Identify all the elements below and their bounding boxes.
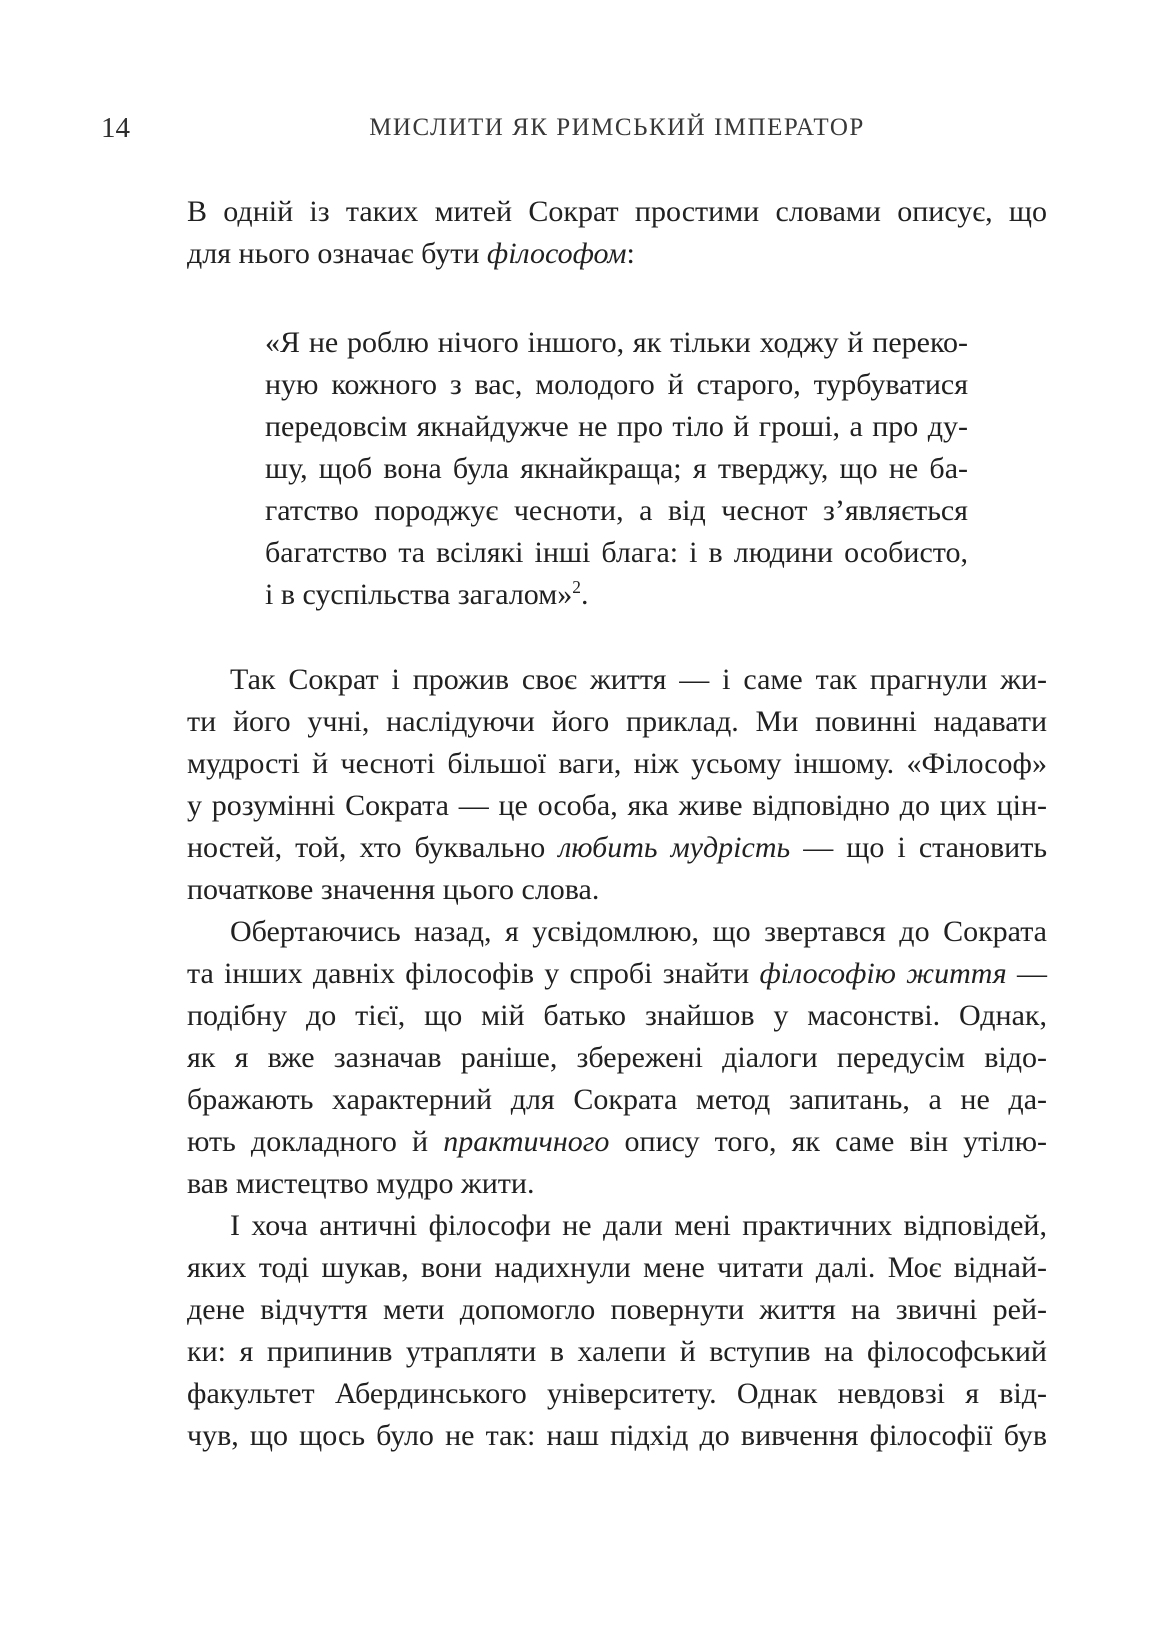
text-segment: подібну до тієї, що мій батько знайшов у масонстві. Однак,: [187, 999, 1047, 1032]
text-segment: для нього означає бути: [187, 237, 487, 270]
text-line: [187, 869, 1047, 911]
text-segment: факультет Абердинського університету. Однак невдовзі я від-: [187, 1377, 1047, 1410]
text-line: [187, 1037, 1047, 1079]
text-line: [187, 1163, 1047, 1205]
body-paragraph: [187, 659, 1047, 911]
text-segment: мудрості й чесноті більшої ваги, ніж усьому іншому. «Філософ»: [187, 747, 1047, 780]
page-number: 14: [101, 112, 130, 144]
text-segment: як я вже зазначав раніше, збережені діалоги передусім відо-: [187, 1041, 1047, 1074]
text-segment: В одній із таких митей Сократ простими словами описує, що: [187, 195, 1047, 228]
text-segment: гатство породжує чесноти, а від чеснот з’являється: [265, 494, 968, 527]
text-line: [187, 1373, 1047, 1415]
text-segment: та інших давніх філософів у спробі знайти: [187, 957, 760, 990]
text-segment: яких тоді шукав, вони надихнули мене читати далі. Моє віднай-: [187, 1251, 1047, 1284]
text-segment: вав мистецтво мудро жити.: [187, 1167, 535, 1200]
text-segment: чув, що щось було не так: наш підхід до вивчення філософії був: [187, 1419, 1047, 1452]
text-column: [187, 191, 1047, 1457]
emphasis-text: філософом: [486, 237, 627, 270]
text-line: [187, 827, 1047, 869]
text-segment: ти його учні, наслідуючи його приклад. Ми повинні надавати: [187, 705, 1047, 738]
text-segment: :: [626, 237, 635, 270]
emphasis-text: філософію життя: [759, 957, 1007, 990]
text-line: [187, 911, 1047, 953]
text-segment: дене відчуття мети допомогло повернути життя на звичні рей-: [187, 1293, 1047, 1326]
text-segment: «Я не роблю нічого іншого, як тільки ходжу й переко-: [265, 326, 968, 359]
text-segment: ки: я припинив утрапляти в халепи й вступив на філософський: [187, 1335, 1047, 1368]
text-segment: .: [580, 578, 589, 611]
text-segment: ють докладного й: [187, 1125, 444, 1158]
text-line: [187, 1289, 1047, 1331]
text-segment: Так Сократ і прожив своє життя — і саме так прагнули жи-: [230, 663, 1047, 696]
text-line: [187, 191, 1047, 233]
text-line: [187, 785, 1047, 827]
body-paragraph: [187, 911, 1047, 1205]
text-line: [187, 995, 1047, 1037]
text-line: [187, 1079, 1047, 1121]
quotation-block: [265, 322, 968, 616]
running-title: МИСЛИТИ ЯК РИМСЬКИЙ ІМПЕРАТОР: [369, 114, 865, 141]
text-line: [265, 532, 968, 574]
text-segment: — що і становить: [790, 831, 1048, 864]
text-line: [187, 1121, 1047, 1163]
emphasis-text: практичного: [443, 1125, 610, 1158]
text-line: [265, 448, 968, 490]
text-segment: у розумінні Сократа — це особа, яка живе відповідно до цих цін-: [187, 789, 1047, 822]
text-line: [265, 364, 968, 406]
text-line: [265, 322, 968, 364]
body-paragraph: [187, 191, 1047, 275]
text-line: [265, 406, 968, 448]
text-line: [187, 1415, 1047, 1457]
text-segment: шу, щоб вона була якнайкраща; я тверджу, що не ба-: [265, 452, 968, 485]
text-segment: передовсім якнайдужче не про тіло й гроші, а про ду-: [265, 410, 968, 443]
text-line: [187, 1205, 1047, 1247]
text-line: [187, 233, 1047, 275]
text-segment: ную кожного з вас, молодого й старого, турбуватися: [265, 368, 968, 401]
text-segment: І хоча античні філософи не дали мені практичних відповідей,: [230, 1209, 1047, 1242]
text-segment: багатство та всілякі інші блага: і в людини особисто,: [265, 536, 968, 569]
text-segment: Обертаючись назад, я усвідомлюю, що звертався до Сократа: [230, 915, 1047, 948]
text-line: [265, 490, 968, 532]
text-segment: ностей, той, хто буквально: [187, 831, 559, 864]
text-line: [187, 1331, 1047, 1373]
text-line: [187, 659, 1047, 701]
text-segment: —: [1006, 957, 1047, 990]
text-line: [187, 701, 1047, 743]
emphasis-text: любить мудрість: [558, 831, 791, 864]
text-segment: початкове значення цього слова.: [187, 873, 600, 906]
text-segment: і в суспільства загалом»: [265, 578, 573, 611]
text-line: [187, 743, 1047, 785]
text-segment: бражають характерний для Сократа метод запитань, а не да-: [187, 1083, 1047, 1116]
text-line: [187, 1247, 1047, 1289]
text-line: [265, 574, 968, 616]
body-paragraph: [187, 1205, 1047, 1457]
text-segment: опису того, як саме він утілю-: [609, 1125, 1047, 1158]
text-line: [187, 953, 1047, 995]
footnote-reference: 2: [572, 577, 581, 597]
